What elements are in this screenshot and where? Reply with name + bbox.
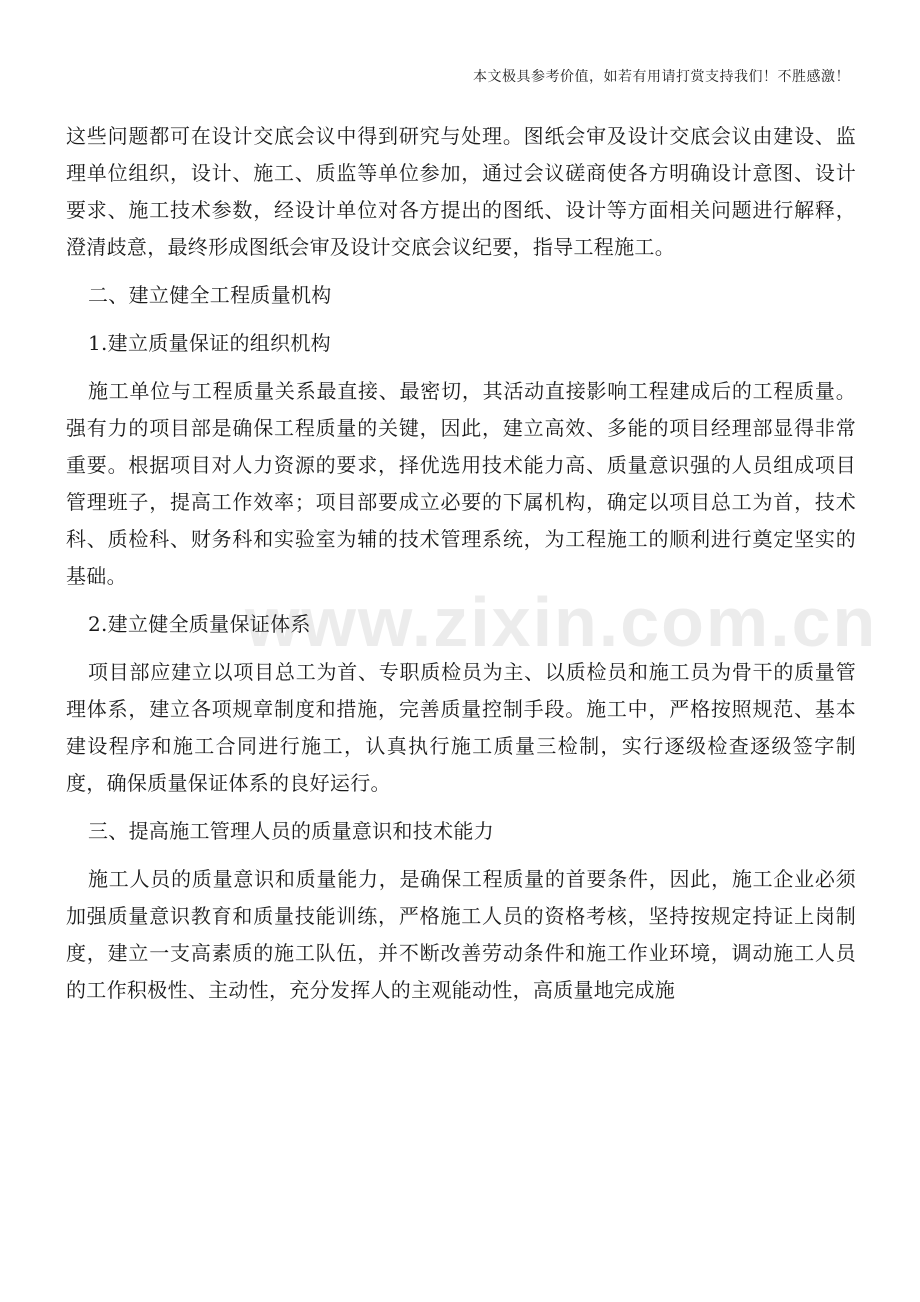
watermark: www.zixin.com.cn xyxy=(245,583,878,661)
section-heading-3: 三、提高施工管理人员的质量意识和技术能力 xyxy=(88,819,494,843)
subsection-heading-2-1: 1.建立质量保证的组织机构 xyxy=(88,331,331,355)
paragraph-continuation: 这些问题都可在设计交底会议中得到研究与处理。图纸会审及设计交底会议由建设、监理单位组织，设计、施工、质监等单位参加，通过会议磋商使各方明确设计意图、设计要求、施工技术参数，经设计单位对各方提出的图纸、设计等方面相关问题进行解释，澄清歧意，最终形成图纸会审及设计交底会议纪要，指导工程施工。 xyxy=(66,124,856,259)
paragraph-organization: 施工单位与工程质量关系最直接、最密切，其活动直接影响工程建成后的工程质量。强有力的项目部是确保工程质量的关键，因此，建立高效、多能的项目经理部显得非常重要。根据项目对人力资源的要求，择优选用技术能力高、质量意识强的人员组成项目管理班子，提高工作效率；项目部要成立必要的下属机构，确定以项目总工为首，技术科、质检科、财务科和实验室为辅的技术管理系统，为工程施工的顺利进行奠定坚实的基础。 xyxy=(66,379,856,588)
document-body xyxy=(66,118,856,1020)
section-heading-2: 二、建立健全工程质量机构 xyxy=(88,283,332,307)
subsection-heading-2-2: 2.建立健全质量保证体系 xyxy=(88,612,311,636)
header-note: 本文极具参考价值，如若有用请打赏支持我们！不胜感激！ xyxy=(473,69,850,85)
paragraph-quality-system: 项目部应建立以项目总工为首、专职质检员为主、以质检员和施工员为骨干的质量管理体系，建立各项规章制度和措施，完善质量控制手段。施工中，严格按照规范、基本建设程序和施工合同进行施工，认真执行施工质量三检制，实行逐级检查逐级签字制度，确保质量保证体系的良好运行。 xyxy=(66,660,856,795)
paragraph-personnel: 施工人员的质量意识和质量能力，是确保工程质量的首要条件，因此，施工企业必须加强质量意识教育和质量技能训练，严格施工人员的资格考核，坚持按规定持证上岗制度，建立一支高素质的施工队伍，并不断改善劳动条件和施工作业环境，调动施工人员的工作积极性、主动性，充分发挥人的主观能动性，高质量地完成施 xyxy=(66,867,856,1002)
